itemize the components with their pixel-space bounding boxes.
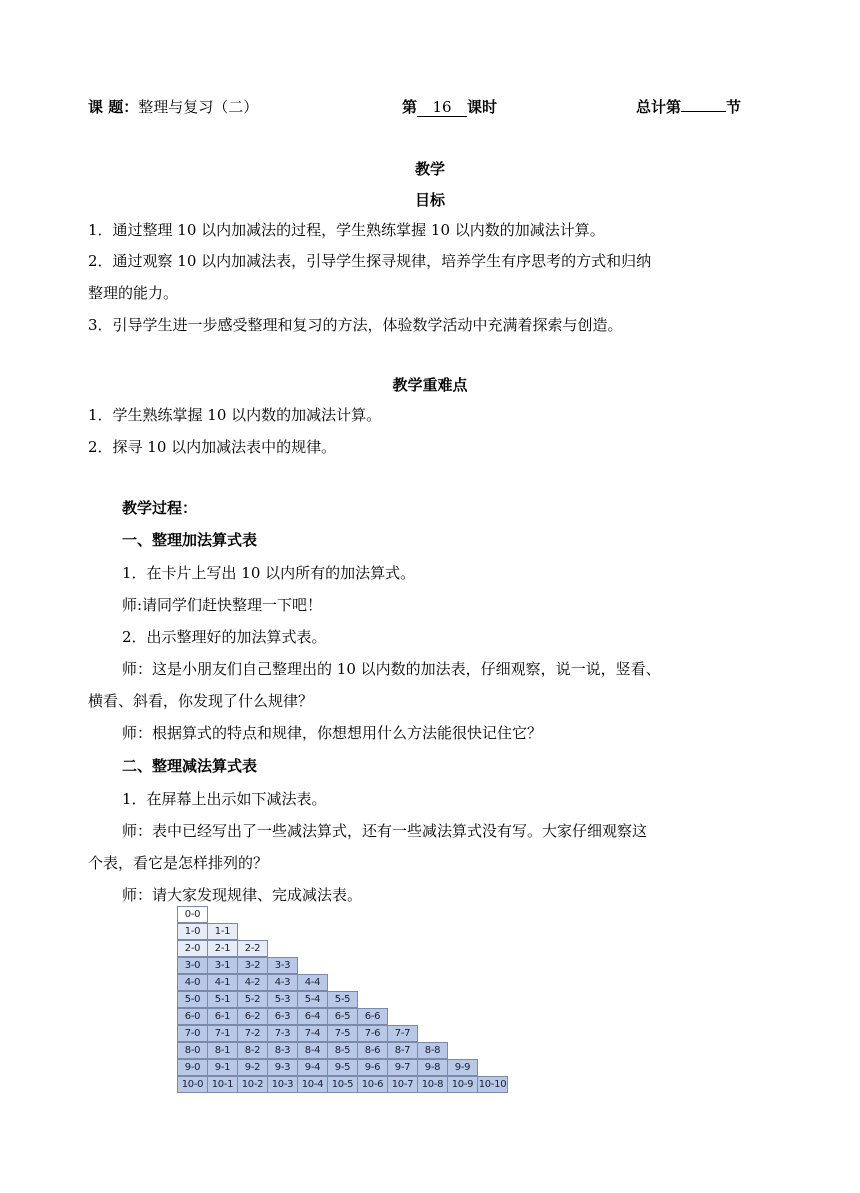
- subtraction-cell: 9-9: [447, 1059, 478, 1076]
- subtraction-cell: 6-6: [357, 1008, 388, 1025]
- lesson-prefix: 第: [402, 98, 418, 116]
- subtraction-cell: 4-2: [237, 974, 268, 991]
- subtraction-cell: 10-1: [207, 1076, 238, 1093]
- section1-para-5: 师：根据算式的特点和规律，你想想用什么方法能很快记住它？: [122, 724, 543, 742]
- subtraction-cell: 7-6: [357, 1025, 388, 1042]
- subtraction-cell: 9-6: [357, 1059, 388, 1076]
- section1-para-1: 1．在卡片上写出 10 以内所有的加法算式。: [122, 564, 416, 582]
- subtraction-cell: 8-5: [327, 1042, 358, 1059]
- subtraction-cell: 6-0: [177, 1008, 208, 1025]
- subtraction-cell: 8-8: [417, 1042, 448, 1059]
- subtraction-cell: 6-4: [297, 1008, 328, 1025]
- subtraction-cell: 10-0: [177, 1076, 208, 1093]
- lesson-header: [88, 96, 760, 120]
- subtraction-cell: 10-2: [237, 1076, 268, 1093]
- subtraction-cell: 5-2: [237, 991, 268, 1008]
- subtraction-cell: 7-2: [237, 1025, 268, 1042]
- total-line: [636, 96, 741, 117]
- subtraction-cell: 6-2: [237, 1008, 268, 1025]
- subtraction-cell: 10-3: [267, 1076, 298, 1093]
- subtraction-cell: 4-3: [267, 974, 298, 991]
- goals-title-1: 教学: [414, 160, 445, 178]
- subtraction-cell: 5-5: [327, 991, 358, 1008]
- subtraction-cell: 8-6: [357, 1042, 388, 1059]
- subtraction-cell: 5-3: [267, 991, 298, 1008]
- lesson-number: 16: [417, 98, 467, 117]
- subtraction-cell: 8-7: [387, 1042, 418, 1059]
- subtraction-cell: 8-0: [177, 1042, 208, 1059]
- section1-para-3: 2．出示整理好的加法算式表。: [122, 628, 327, 646]
- goal-line-2a: 2．通过观察 10 以内加减法表，引导学生探寻规律，培养学生有序思考的方式和归纳: [88, 252, 652, 270]
- subtraction-cell: 7-4: [297, 1025, 328, 1042]
- subtraction-cell: 0-0: [177, 906, 208, 923]
- topic-label: 课 题：: [88, 98, 139, 116]
- goals-title-2: 目标: [414, 191, 445, 209]
- topic-line: [88, 96, 258, 117]
- total-number-blank: [681, 111, 726, 112]
- subtraction-cell: 10-8: [417, 1076, 448, 1093]
- subtraction-cell: 9-2: [237, 1059, 268, 1076]
- subtraction-cell: 10-4: [297, 1076, 328, 1093]
- subtraction-cell: 9-0: [177, 1059, 208, 1076]
- subtraction-cell: 7-7: [387, 1025, 418, 1042]
- subtraction-cell: 9-1: [207, 1059, 238, 1076]
- goal-line-1: 1．通过整理 10 以内加减法的过程，学生熟练掌握 10 以内数的加减法计算。: [88, 221, 605, 239]
- subtraction-cell: 8-2: [237, 1042, 268, 1059]
- section2-para-3: 师：请大家发现规律、完成减法表。: [122, 886, 363, 904]
- subtraction-cell: 9-5: [327, 1059, 358, 1076]
- subtraction-cell: 5-0: [177, 991, 208, 1008]
- subtraction-cell: 3-3: [267, 957, 298, 974]
- subtraction-cell: 4-4: [297, 974, 328, 991]
- subtraction-cell: 9-7: [387, 1059, 418, 1076]
- subtraction-cell: 4-1: [207, 974, 238, 991]
- subtraction-cell: 10-9: [447, 1076, 478, 1093]
- subtraction-cell: 6-1: [207, 1008, 238, 1025]
- lesson-suffix: 课时: [467, 98, 498, 116]
- section1-para-2: 师:请同学们赶快整理一下吧！: [122, 596, 323, 614]
- keypoint-line-2: 2．探寻 10 以内加减法表中的规律。: [88, 438, 337, 456]
- keypoint-line-1: 1．学生熟练掌握 10 以内数的加减法计算。: [88, 406, 382, 424]
- keypoints-title: 教学重难点: [392, 376, 468, 394]
- topic-text: 整理与复习（二）: [138, 98, 259, 116]
- section2-para-1: 1．在屏幕上出示如下减法表。: [122, 790, 327, 808]
- subtraction-cell: 10-6: [357, 1076, 388, 1093]
- total-suffix: 节: [726, 98, 742, 116]
- subtraction-cell: 7-0: [177, 1025, 208, 1042]
- subtraction-cell: 3-2: [237, 957, 268, 974]
- subtraction-cell: 3-0: [177, 957, 208, 974]
- subtraction-cell: 9-8: [417, 1059, 448, 1076]
- subtraction-cell: 8-4: [297, 1042, 328, 1059]
- section2-title: 二、整理减法算式表: [122, 757, 258, 775]
- subtraction-cell: 7-5: [327, 1025, 358, 1042]
- subtraction-cell: 9-4: [297, 1059, 328, 1076]
- lesson-number-line: [402, 96, 497, 117]
- subtraction-cell: 6-5: [327, 1008, 358, 1025]
- subtraction-cell: 7-3: [267, 1025, 298, 1042]
- goal-line-2b: 整理的能力。: [88, 284, 179, 302]
- subtraction-cell: 10-10: [477, 1076, 508, 1093]
- subtraction-cell: 1-0: [177, 923, 208, 940]
- process-title: 教学过程：: [122, 499, 198, 517]
- subtraction-cell: 2-1: [207, 940, 238, 957]
- subtraction-cell: 8-3: [267, 1042, 298, 1059]
- subtraction-cell: 8-1: [207, 1042, 238, 1059]
- subtraction-cell: 5-1: [207, 991, 238, 1008]
- section1-para-4a: 师：这是小朋友们自己整理出的 10 以内数的加法表，仔细观察，说一说，竖看、: [122, 660, 661, 678]
- section1-para-4b: 横看、斜看，你发现了什么规律？: [88, 692, 314, 710]
- subtraction-cell: 6-3: [267, 1008, 298, 1025]
- subtraction-cell: 1-1: [207, 923, 238, 940]
- subtraction-cell: 4-0: [177, 974, 208, 991]
- subtraction-cell: 5-4: [297, 991, 328, 1008]
- section2-para-2b: 个表，看它是怎样排列的？: [88, 854, 269, 872]
- subtraction-cell: 3-1: [207, 957, 238, 974]
- section1-title: 一、整理加法算式表: [122, 531, 258, 549]
- subtraction-cell: 9-3: [267, 1059, 298, 1076]
- total-prefix: 总计第: [636, 98, 682, 116]
- goal-line-3: 3．引导学生进一步感受整理和复习的方法，体验数学活动中充满着探索与创造。: [88, 316, 623, 334]
- section2-para-2a: 师：表中已经写出了一些减法算式，还有一些减法算式没有写。大家仔细观察这: [122, 822, 648, 840]
- subtraction-cell: 2-2: [237, 940, 268, 957]
- subtraction-cell: 10-5: [327, 1076, 358, 1093]
- subtraction-cell: 2-0: [177, 940, 208, 957]
- subtraction-cell: 10-7: [387, 1076, 418, 1093]
- subtraction-cell: 7-1: [207, 1025, 238, 1042]
